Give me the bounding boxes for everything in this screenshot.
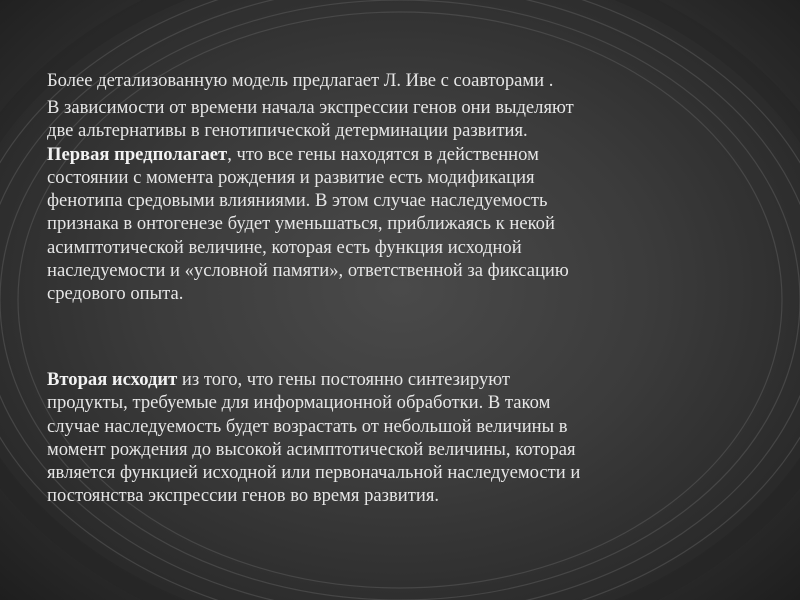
first-alternative-heading: Первая предполагает bbox=[47, 143, 228, 165]
intro-text: Более детализованную модель предлагает Л. Иве с соавторами . bbox=[47, 70, 554, 91]
second-alternative-heading: Вторая исходит bbox=[47, 369, 178, 390]
paragraph-second-body: из того, что гены постоянно синтезируют продукты, требуемые для информационной обработки. В таком случае наследуемость будет возрастать от небольшой величины в момент рождения до высокой асимптотической величины, которая является функцией исходной или первоначальной наследуемости и постоянства экспрессии генов во время развития. bbox=[47, 369, 581, 507]
paragraph-first-alternative bbox=[47, 96, 762, 306]
paragraph-first-lead: В зависимости от времени начала экспрессии генов они выделяют две альтернативы в генотипической детерминации развития. bbox=[47, 97, 574, 142]
paragraph-second-alternative bbox=[47, 368, 762, 508]
paragraph-first-body: , что все гены находятся в действенном состоянии с момента рождения и развитие есть модификация фенотипа средовыми влияниями. В этом случае наследуемость признака в онтогенезе будет уменьшаться, приближаясь к некой асимптотической величине, которая есть функция исходной наследуемости и «условной памяти», ответственной за фиксацию средового опыта. bbox=[47, 143, 569, 305]
